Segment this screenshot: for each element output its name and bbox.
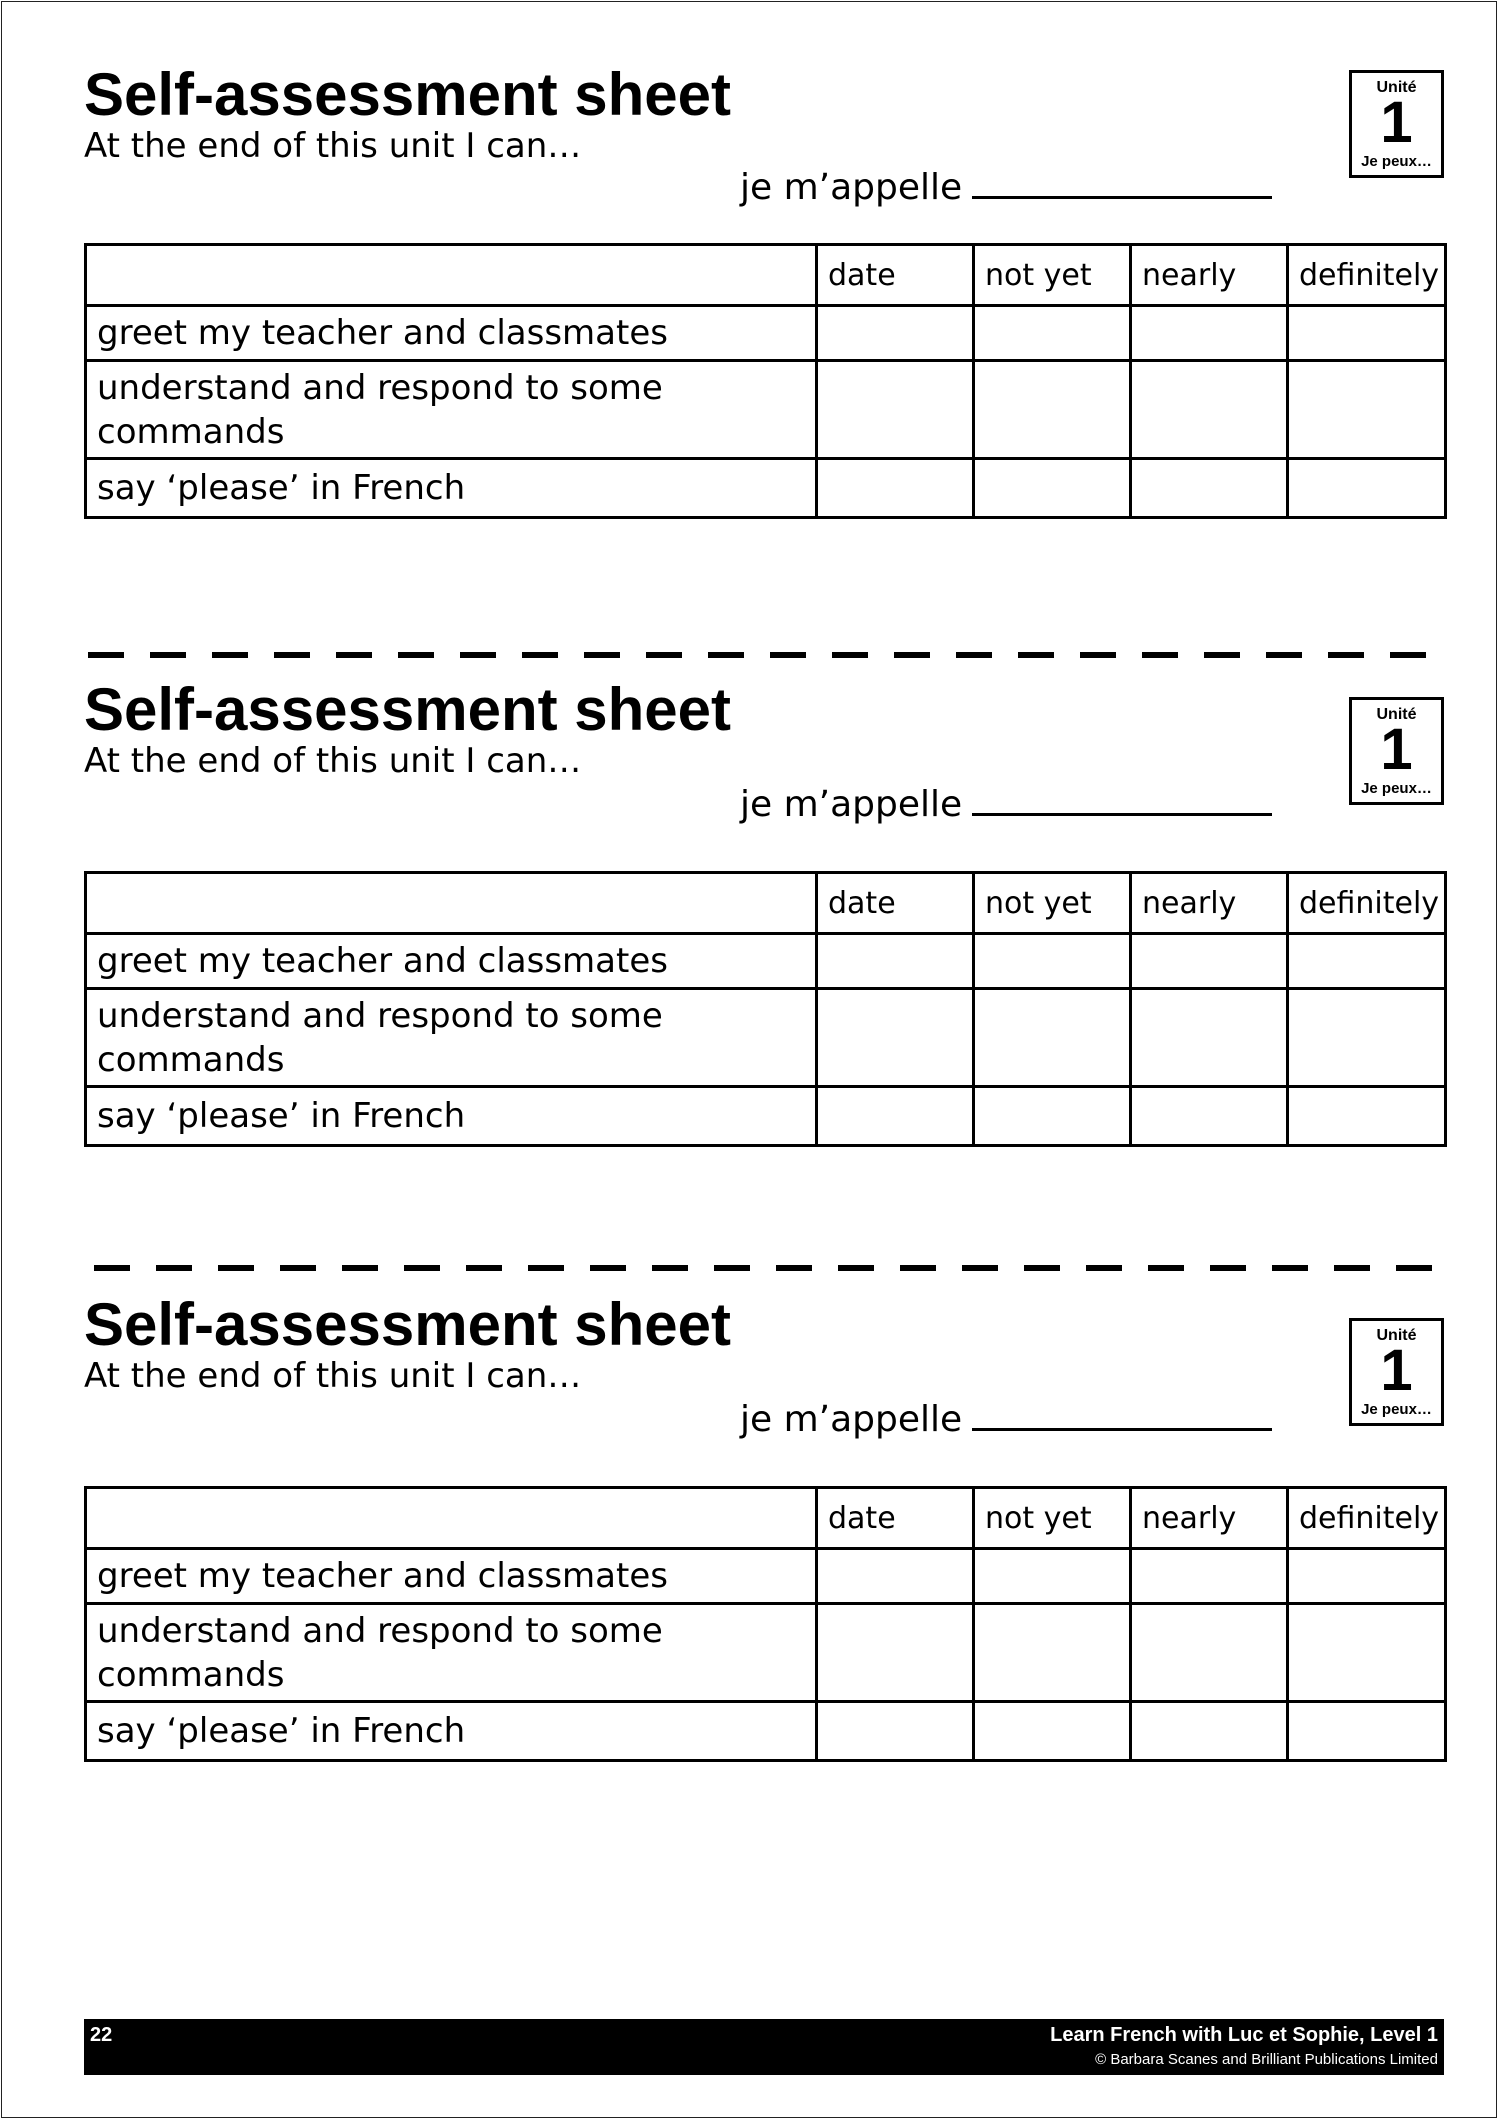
- name-line: [740, 1396, 1272, 1444]
- skill-label: say ‘please’ in French: [86, 1087, 817, 1146]
- nearly-cell[interactable]: [1131, 1604, 1288, 1702]
- unit-label: Unité: [1376, 79, 1417, 96]
- name-line: [740, 781, 1272, 829]
- definitely-cell[interactable]: [1288, 361, 1446, 459]
- assessment-table: [84, 871, 1447, 1147]
- unit-badge-footer: Je peux…: [1361, 1401, 1432, 1418]
- table-row: [86, 1702, 1446, 1761]
- name-blank-field[interactable]: [972, 1398, 1272, 1431]
- sheet-title: Self-assessment sheet: [84, 1291, 731, 1358]
- nearly-cell[interactable]: [1131, 1702, 1288, 1761]
- header-blank-cell: [86, 873, 817, 934]
- page-footer: [84, 2019, 1444, 2075]
- name-line: [740, 164, 1272, 212]
- date-cell[interactable]: [817, 459, 974, 518]
- column-header-nearly: nearly: [1131, 245, 1288, 306]
- header-blank-cell: [86, 1488, 817, 1549]
- unit-number: 1: [1380, 90, 1413, 155]
- not-yet-cell[interactable]: [974, 1087, 1131, 1146]
- sheet-subtitle: At the end of this unit I can…: [84, 1356, 582, 1396]
- table-row: [86, 1549, 1446, 1604]
- definitely-cell[interactable]: [1288, 459, 1446, 518]
- nearly-cell[interactable]: [1131, 1087, 1288, 1146]
- definitely-cell[interactable]: [1288, 306, 1446, 361]
- skill-label: understand and respond to some commands: [86, 989, 817, 1087]
- not-yet-cell[interactable]: [974, 1549, 1131, 1604]
- skill-label: say ‘please’ in French: [86, 1702, 817, 1761]
- table-row: [86, 306, 1446, 361]
- date-cell[interactable]: [817, 1604, 974, 1702]
- skill-label: understand and respond to some commands: [86, 361, 817, 459]
- cut-line-1: [88, 652, 1448, 658]
- skill-label: greet my teacher and classmates: [86, 306, 817, 361]
- not-yet-cell[interactable]: [974, 934, 1131, 989]
- column-header-not-yet: not yet: [974, 1488, 1131, 1549]
- not-yet-cell[interactable]: [974, 361, 1131, 459]
- date-cell[interactable]: [817, 1087, 974, 1146]
- unit-number: 1: [1380, 717, 1413, 782]
- definitely-cell[interactable]: [1288, 1702, 1446, 1761]
- name-label: je m’appelle: [740, 167, 963, 208]
- column-header-date: date: [817, 245, 974, 306]
- skill-label: understand and respond to some commands: [86, 1604, 817, 1702]
- column-header-date: date: [817, 1488, 974, 1549]
- definitely-cell[interactable]: [1288, 989, 1446, 1087]
- nearly-cell[interactable]: [1131, 361, 1288, 459]
- name-label: je m’appelle: [740, 1399, 963, 1440]
- name-blank-field[interactable]: [972, 166, 1272, 199]
- copyright-notice: © Barbara Scanes and Brilliant Publications Limited: [1095, 2051, 1438, 2068]
- date-cell[interactable]: [817, 361, 974, 459]
- unit-badge: [1349, 70, 1444, 178]
- column-header-definitely: definitely: [1288, 1488, 1446, 1549]
- table-header-row: [86, 873, 1446, 934]
- nearly-cell[interactable]: [1131, 934, 1288, 989]
- name-label: je m’appelle: [740, 784, 963, 825]
- column-header-nearly: nearly: [1131, 1488, 1288, 1549]
- date-cell[interactable]: [817, 934, 974, 989]
- skill-label: greet my teacher and classmates: [86, 1549, 817, 1604]
- table-row: [86, 934, 1446, 989]
- table-header-row: [86, 245, 1446, 306]
- unit-badge-footer: Je peux…: [1361, 153, 1432, 170]
- unit-label: Unité: [1376, 706, 1417, 723]
- column-header-not-yet: not yet: [974, 873, 1131, 934]
- not-yet-cell[interactable]: [974, 989, 1131, 1087]
- cut-line-2: [94, 1265, 1454, 1271]
- unit-badge: [1349, 1318, 1444, 1426]
- assessment-table: [84, 1486, 1447, 1762]
- sheet-subtitle: At the end of this unit I can…: [84, 741, 582, 781]
- sheet-title: Self-assessment sheet: [84, 61, 731, 128]
- sheet-subtitle: At the end of this unit I can…: [84, 126, 582, 166]
- assessment-table: [84, 243, 1447, 519]
- table-row: [86, 1604, 1446, 1702]
- column-header-definitely: definitely: [1288, 245, 1446, 306]
- date-cell[interactable]: [817, 306, 974, 361]
- column-header-date: date: [817, 873, 974, 934]
- nearly-cell[interactable]: [1131, 306, 1288, 361]
- date-cell[interactable]: [817, 989, 974, 1087]
- not-yet-cell[interactable]: [974, 306, 1131, 361]
- nearly-cell[interactable]: [1131, 1549, 1288, 1604]
- self-assessment-sheet-3: [0, 1290, 1500, 1850]
- header-blank-cell: [86, 245, 817, 306]
- date-cell[interactable]: [817, 1702, 974, 1761]
- table-row: [86, 459, 1446, 518]
- book-title: Learn French with Luc et Sophie, Level 1: [1050, 2024, 1438, 2046]
- date-cell[interactable]: [817, 1549, 974, 1604]
- table-row: [86, 361, 1446, 459]
- table-row: [86, 989, 1446, 1087]
- column-header-definitely: definitely: [1288, 873, 1446, 934]
- definitely-cell[interactable]: [1288, 1087, 1446, 1146]
- column-header-nearly: nearly: [1131, 873, 1288, 934]
- table-header-row: [86, 1488, 1446, 1549]
- sheet-title: Self-assessment sheet: [84, 676, 731, 743]
- skill-label: greet my teacher and classmates: [86, 934, 817, 989]
- table-row: [86, 1087, 1446, 1146]
- unit-label: Unité: [1376, 1327, 1417, 1344]
- nearly-cell[interactable]: [1131, 459, 1288, 518]
- self-assessment-sheet-1: [0, 60, 1500, 620]
- column-header-not-yet: not yet: [974, 245, 1131, 306]
- self-assessment-sheet-2: [0, 675, 1500, 1235]
- skill-label: say ‘please’ in French: [86, 459, 817, 518]
- not-yet-cell[interactable]: [974, 459, 1131, 518]
- nearly-cell[interactable]: [1131, 989, 1288, 1087]
- unit-badge-footer: Je peux…: [1361, 780, 1432, 797]
- name-blank-field[interactable]: [972, 783, 1272, 816]
- definitely-cell[interactable]: [1288, 1549, 1446, 1604]
- not-yet-cell[interactable]: [974, 1702, 1131, 1761]
- not-yet-cell[interactable]: [974, 1604, 1131, 1702]
- definitely-cell[interactable]: [1288, 1604, 1446, 1702]
- unit-number: 1: [1380, 1338, 1413, 1403]
- unit-badge: [1349, 697, 1444, 805]
- definitely-cell[interactable]: [1288, 934, 1446, 989]
- page-number: 22: [90, 2024, 113, 2046]
